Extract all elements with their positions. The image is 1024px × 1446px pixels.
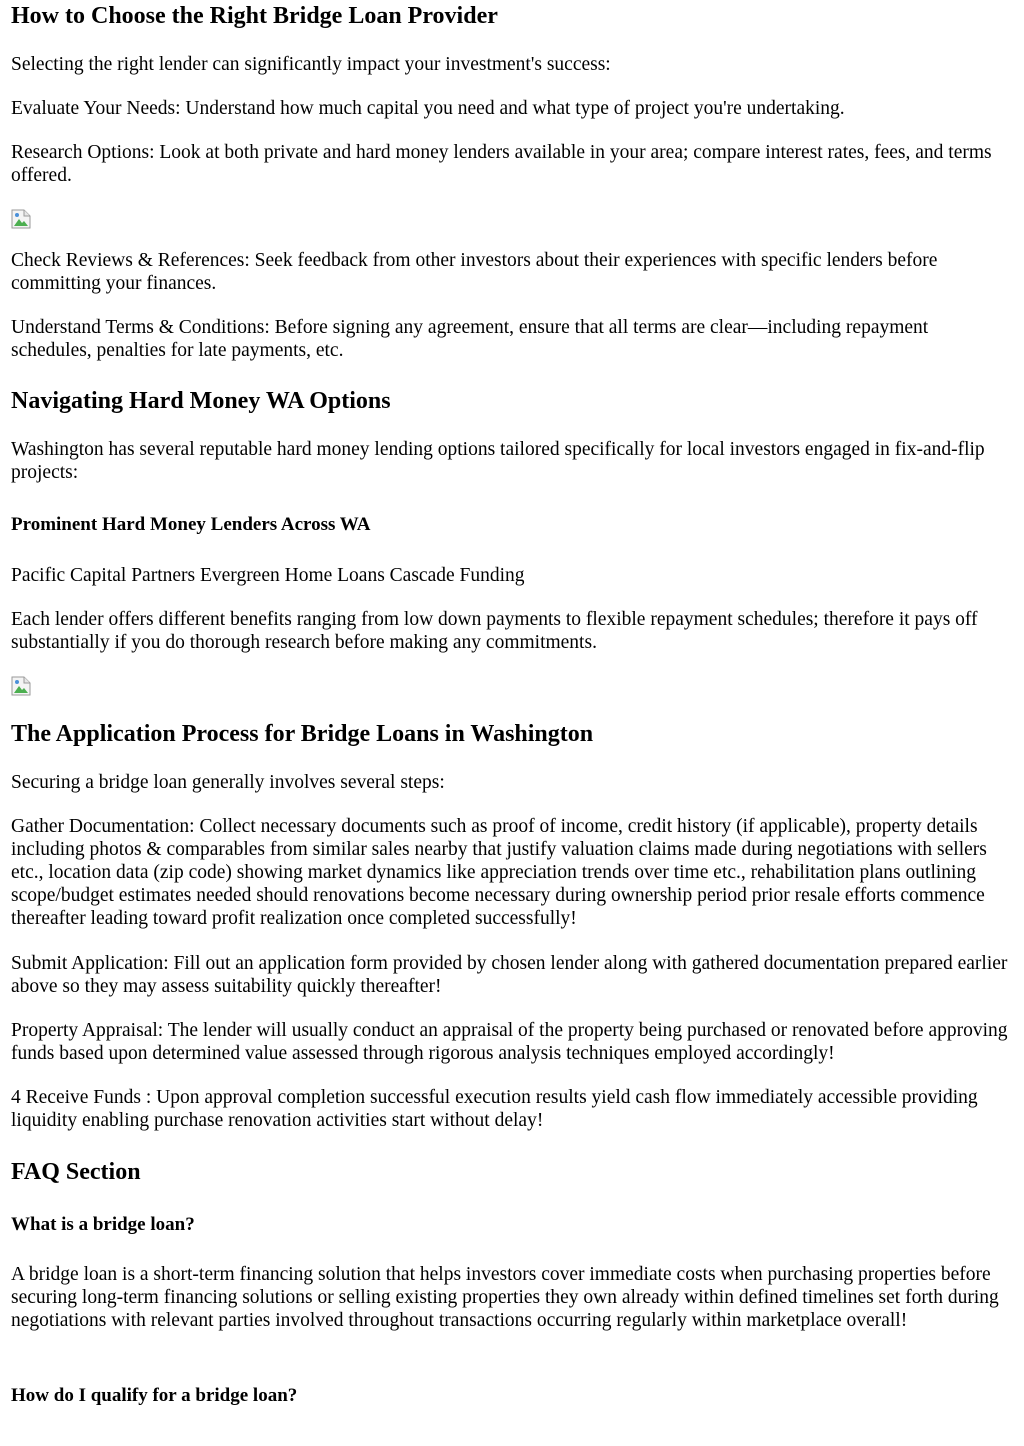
application-receive-funds: 4 Receive Funds : Upon approval completion successful execution results yield cash flow immediately accessible providing liquidity enabling purchase renovation activities start without delay! [11,1087,978,1131]
choose-research-options: Research Options: Look at both private and hard money lenders available in your area; compare interest rates, fees, and terms offered. [11,142,992,186]
application-appraisal: Property Appraisal: The lender will usually conduct an appraisal of the property being purchased or renovated before approving funds based upon determined value assessed through rigorous analysis techniques employed accordingly! [11,1020,1008,1064]
lender-list: Pacific Capital Partners Evergreen Home Loans Cascade Funding [11,565,525,586]
heading-choose-provider: How to Choose the Right Bridge Loan Provider [11,3,498,29]
faq-answer-what-is: A bridge loan is a short-term financing solution that helps investors cover immediate costs when purchasing properties before securing long-term financing solutions or selling existing properties they own already within defined timelines set forth during negotiations with relevant parties involved throughout transactions occurring regularly within marketplace overall! [11,1264,999,1331]
subheading-prominent-lenders: Prominent Hard Money Lenders Across WA [11,514,371,535]
navigating-benefits: Each lender offers different benefits ranging from low down payments to flexible repayment schedules; therefore it pays off substantially if you do thorough research before making any commitments. [11,609,978,653]
heading-navigating-options: Navigating Hard Money WA Options [11,388,391,414]
heading-application-process: The Application Process for Bridge Loans in Washington [11,721,594,747]
choose-intro: Selecting the right lender can significantly impact your investment's success: [11,54,611,75]
choose-evaluate-needs: Evaluate Your Needs: Understand how much capital you need and what type of project you're undertaking. [11,98,845,119]
broken-image-icon [11,676,31,696]
choose-understand-terms: Understand Terms & Conditions: Before signing any agreement, ensure that all terms are clear—including repayment schedules, penalties for late payments, etc. [11,317,929,361]
broken-image-icon [11,209,31,229]
choose-check-reviews: Check Reviews & References: Seek feedback from other investors about their experiences with specific lenders before committing your finances. [11,250,938,294]
heading-faq: FAQ Section [11,1159,141,1185]
application-gather-documentation: Gather Documentation: Collect necessary documents such as proof of income, credit history (if applicable), property details including photos & comparables from similar sales nearby that justify valuation claims made during negotiations with sellers etc., location data (zip code) showing market dynamics like appreciation trends over time etc., rehabilitation plans outlining scope/budget estimates needed should renovations become necessary during ownership period prior resale efforts commence thereafter leading toward profit realization once completed successfully! [11,816,987,929]
faq-question-what-is: What is a bridge loan? [11,1214,195,1235]
application-intro: Securing a bridge loan generally involves several steps: [11,772,445,793]
faq-question-qualify: How do I qualify for a bridge loan? [11,1385,298,1406]
application-submit: Submit Application: Fill out an application form provided by chosen lender along with gathered documentation prepared earlier above so they may assess suitability quickly thereafter! [11,953,1008,997]
navigating-intro: Washington has several reputable hard money lending options tailored specifically for local investors engaged in fix-and-flip projects: [11,439,985,483]
